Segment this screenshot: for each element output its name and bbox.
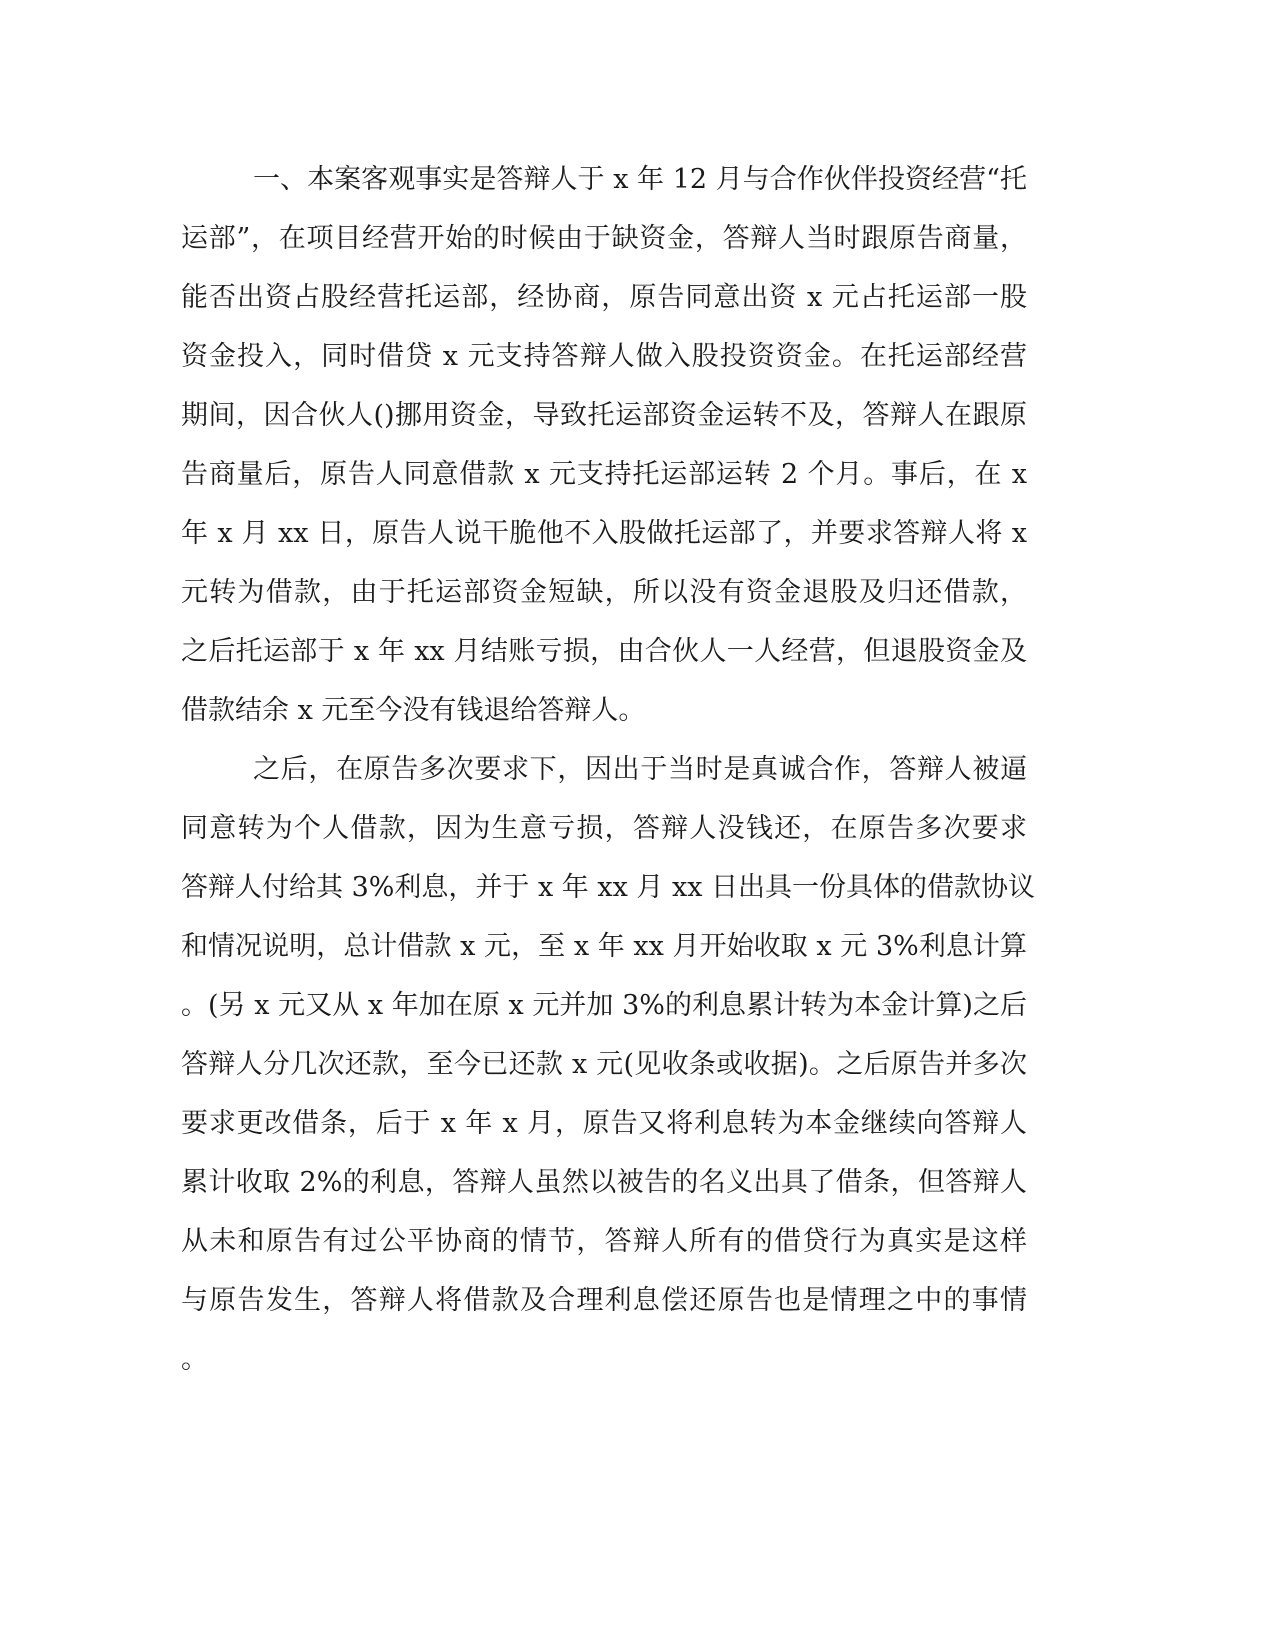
paragraph-line: 元转为借款，由于托运部资金短缺，所以没有资金退股及归还借款， xyxy=(181,577,1027,608)
paragraph-line: 和情况说明，总计借款 x 元，至 x 年 xx 月开始收取 x 元 3%利息计算 xyxy=(181,931,1027,962)
paragraph-line: 告商量后，原告人同意借款 x 元支持托运部运转 2 个月。事后，在 x xyxy=(181,459,1027,490)
paragraph-line: 借款结余 x 元至今没有钱退给答辩人。 xyxy=(181,695,646,726)
paragraph-line: 之后托运部于 x 年 xx 月结账亏损，由合伙人一人经营，但退股资金及 xyxy=(181,636,1027,667)
paragraph-line: 与原告发生，答辩人将借款及合理利息偿还原告也是情理之中的事情 xyxy=(181,1285,1027,1316)
paragraph-line: 运部”，在项目经营开始的时候由于缺资金，答辩人当时跟原告商量， xyxy=(181,223,1027,254)
paragraph-line: 要求更改借条，后于 x 年 x 月，原告又将利息转为本金继续向答辩人 xyxy=(181,1108,1027,1139)
paragraph-line: 同意转为个人借款，因为生意亏损，答辩人没钱还，在原告多次要求 xyxy=(181,813,1027,844)
paragraph-1 xyxy=(181,150,1027,740)
paragraph-line: 答辩人分几次还款，至今已还款 x 元(见收条或收据)。之后原告并多次 xyxy=(181,1049,1027,1080)
paragraph-2 xyxy=(181,740,1036,1389)
paragraph-line: 之后，在原告多次要求下，因出于当时是真诚合作，答辩人被逼 xyxy=(253,754,1027,785)
paragraph-line: 能否出资占股经营托运部，经协商，原告同意出资 x 元占托运部一股 xyxy=(181,282,1027,313)
paragraph-line: 期间，因合伙人()挪用资金，导致托运部资金运转不及，答辩人在跟原 xyxy=(181,400,1027,431)
document-body xyxy=(181,150,1036,1389)
paragraph-line: 累计收取 2%的利息，答辩人虽然以被告的名义出具了借条，但答辩人 xyxy=(181,1167,1027,1198)
paragraph-line: 。 xyxy=(181,1344,208,1375)
paragraph-line: 答辩人付给其 3%利息，并于 x 年 xx 月 xx 日出具一份具体的借款协议 xyxy=(181,872,1036,903)
paragraph-line: 从未和原告有过公平协商的情节，答辩人所有的借贷行为真实是这样 xyxy=(181,1226,1027,1257)
paragraph-line: 一、本案客观事实是答辩人于 x 年 12 月与合作伙伴投资经营“托 xyxy=(253,164,1027,195)
paragraph-line: 。(另 x 元又从 x 年加在原 x 元并加 3%的利息累计转为本金计算)之后 xyxy=(181,990,1027,1021)
paragraph-line: 年 x 月 xx 日，原告人说干脆他不入股做托运部了，并要求答辩人将 x xyxy=(181,518,1027,549)
paragraph-line: 资金投入，同时借贷 x 元支持答辩人做入股投资资金。在托运部经营 xyxy=(181,341,1027,372)
